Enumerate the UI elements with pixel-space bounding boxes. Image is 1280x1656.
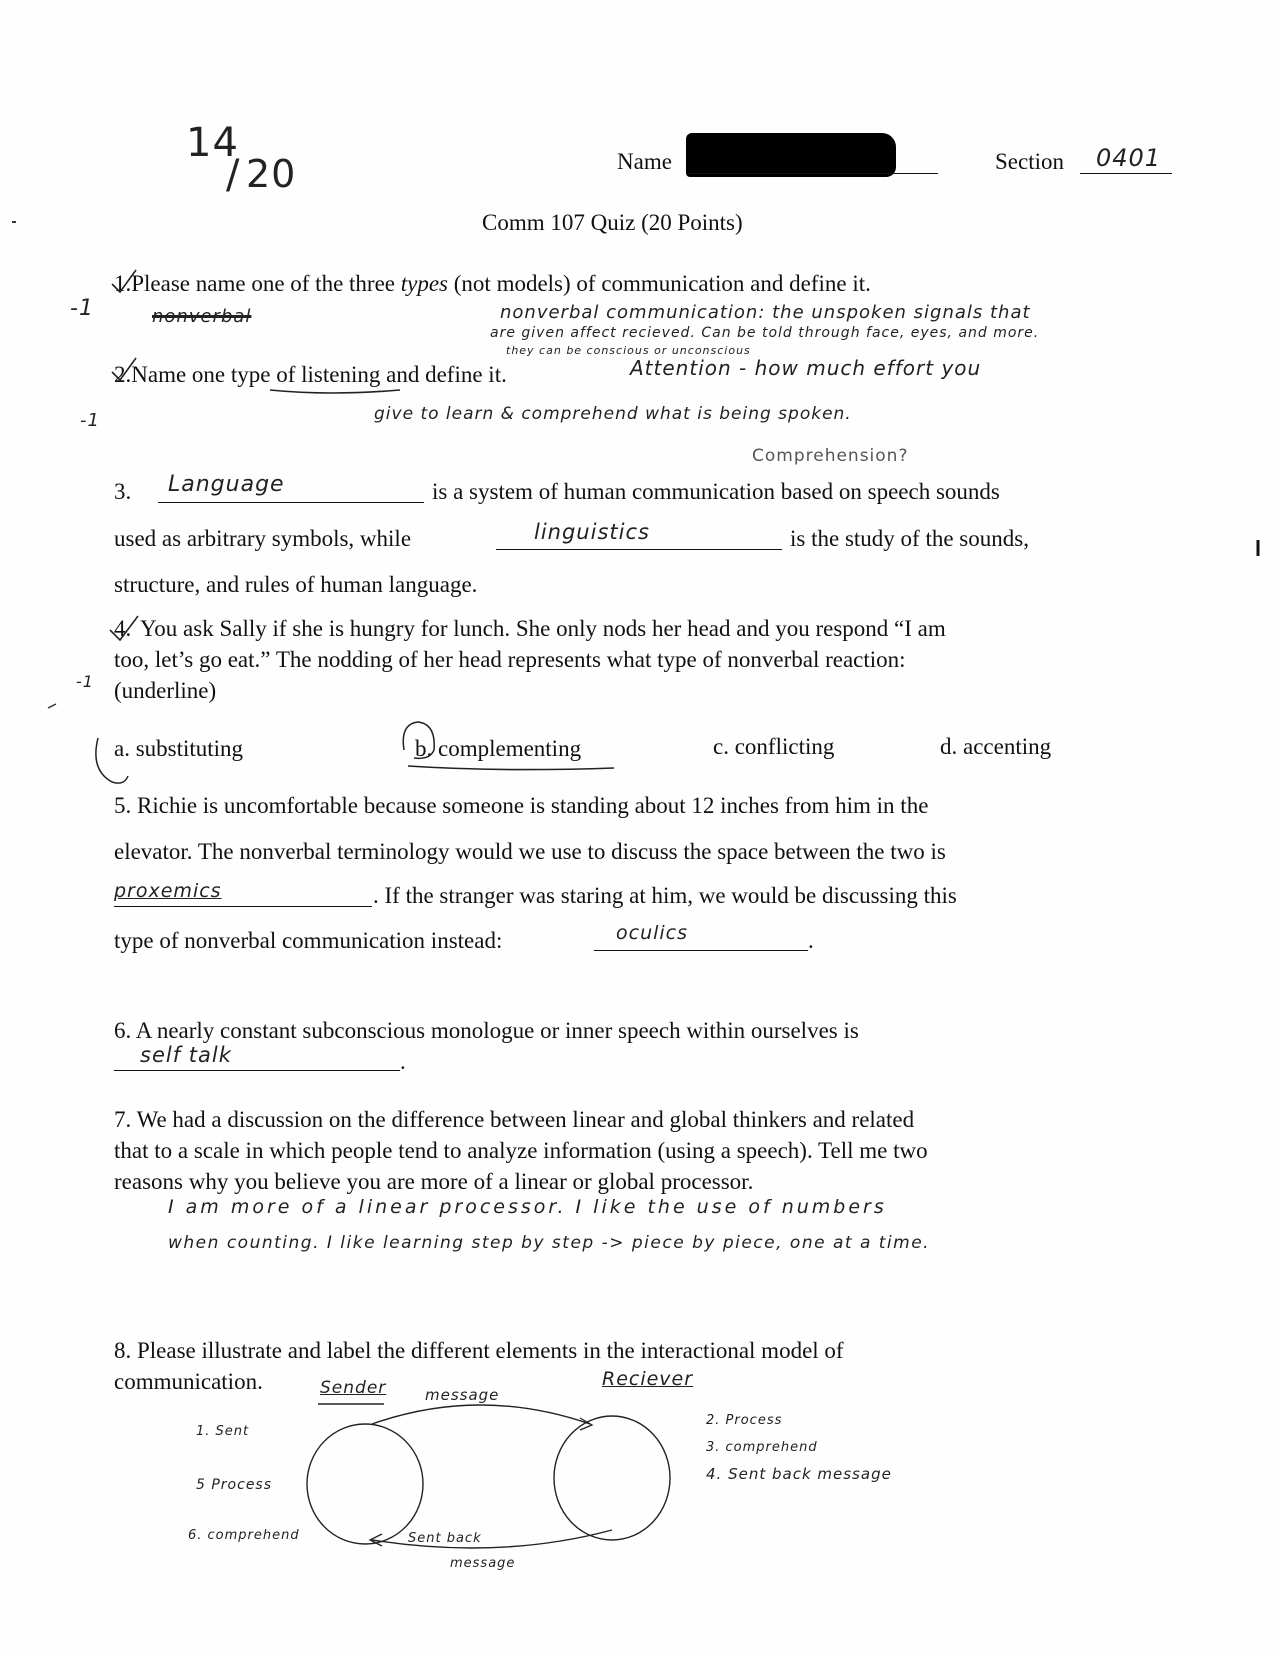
- q4-mark: -1: [76, 672, 94, 691]
- diagram-sent-back: Sent back: [408, 1531, 482, 1546]
- q2-underline: [270, 390, 400, 393]
- q4-number: 4.: [114, 616, 132, 641]
- diagram-step5: 5 Process: [196, 1477, 273, 1493]
- q5-blank1-answer: proxemics: [114, 880, 222, 902]
- name-label: Name: [617, 149, 672, 174]
- q1-answer-line3: they can be conscious or unconscious: [506, 344, 751, 357]
- score-slash: /: [226, 152, 241, 198]
- q2-number: 2.: [114, 362, 132, 387]
- q3-blank1-answer: Language: [168, 472, 285, 497]
- q3-line2b: is the study of the sounds,: [790, 526, 1029, 551]
- q4-option-a-circle: [96, 738, 128, 783]
- quiz-title: Comm 107 Quiz (20 Points): [482, 210, 743, 235]
- q4-line2: too, let’s go eat.” The nodding of her head represents what type of nonverbal reaction:: [114, 647, 906, 672]
- q1-mark: -1: [70, 296, 94, 321]
- q2-text-underlined: type of listening: [230, 362, 381, 387]
- diagram-step1: 1. Sent: [196, 1424, 250, 1439]
- q6-blank-answer: self talk: [140, 1043, 232, 1067]
- q3-blank2-answer: linguistics: [534, 520, 650, 544]
- diagram-receiver-label: Reciever: [602, 1368, 694, 1390]
- q3-line3: structure, and rules of human language.: [114, 572, 478, 597]
- q1-answer-line1: nonverbal communication: the unspoken signals that: [500, 302, 1031, 323]
- q4-option-c: c. conflicting: [713, 734, 835, 759]
- diagram-step3: 3. comprehend: [706, 1440, 818, 1455]
- score-numerator: 14: [186, 120, 239, 166]
- score-denominator: 20: [246, 152, 297, 196]
- q7-answer-line2: when counting. I like learning step by step -> piece by piece, one at a time.: [168, 1233, 931, 1253]
- q6-line1: 6. A nearly constant subconscious monologue or inner speech within ourselves is: [114, 1018, 859, 1043]
- section-value: 0401: [1096, 144, 1162, 172]
- diagram-message-arrow: [372, 1405, 590, 1424]
- q1-number: 1.: [114, 271, 132, 296]
- q8-line2: communication.: [114, 1369, 263, 1394]
- q4-option-a: a. substituting: [114, 736, 244, 761]
- q4-option-d: d. accenting: [940, 734, 1052, 759]
- q2-answer-line2: give to learn & comprehend what is being spoken.: [374, 404, 852, 424]
- q2-check-mark: [112, 358, 136, 380]
- q5-line2: elevator. The nonverbal terminology would we use to discuss the space between the two is: [114, 839, 946, 864]
- q2-text-pre: Name one: [131, 362, 231, 387]
- q1-scribble: nonverbal: [152, 306, 252, 327]
- q5-period: .: [808, 928, 814, 953]
- q7-answer-line1: I am more of a linear processor. I like the use of numbers: [168, 1196, 887, 1218]
- q1-text-after: (not models) of communication and define it.: [448, 271, 871, 296]
- q8-line1: 8. Please illustrate and label the different elements in the interactional model of: [114, 1338, 844, 1363]
- diagram-step4: 4. Sent back message: [706, 1465, 892, 1483]
- q1-text-em: types: [400, 271, 449, 296]
- q6-period: .: [400, 1049, 406, 1074]
- q4-line1: You ask Sally if she is hungry for lunch. She only nods her head and you respond “I am: [140, 616, 946, 641]
- q5-line4: type of nonverbal communication instead:: [114, 928, 503, 953]
- q3-line2a: used as arbitrary symbols, while: [114, 526, 412, 551]
- diagram-sender-label: Sender: [320, 1378, 387, 1398]
- diagram-sentback-arrow: [372, 1530, 612, 1548]
- q2-answer-line1: Attention - how much effort you: [630, 356, 982, 380]
- diagram-sent-back-2: message: [450, 1556, 516, 1571]
- diagram-message-label: message: [425, 1386, 500, 1404]
- q2-text-post: and define it.: [380, 362, 507, 387]
- q4-option-b-underline: [408, 766, 614, 770]
- q1-answer-line2: are given affect recieved. Can be told through face, eyes, and more.: [490, 325, 1040, 341]
- diagram-step6: 6. comprehend: [188, 1528, 300, 1543]
- q2-answer-line3: Comprehension?: [752, 446, 909, 466]
- q5-blank2-answer: oculics: [616, 922, 689, 944]
- diagram-step2: 2. Process: [706, 1413, 783, 1428]
- q1-check-mark: [112, 270, 136, 292]
- q5-line1: 5. Richie is uncomfortable because someone is standing about 12 inches from him in the: [114, 793, 929, 818]
- q3-number: 3.: [114, 479, 132, 504]
- q4-option-b-circle: [403, 722, 434, 758]
- q2-mark: -1: [80, 410, 100, 431]
- diagram-receiver-ellipse: [554, 1416, 670, 1540]
- q7-line1: 7. We had a discussion on the difference between linear and global thinkers and related: [114, 1107, 915, 1132]
- section-label: Section: [995, 149, 1064, 174]
- q5-line3: . If the stranger was staring at him, we would be discussing this: [373, 883, 957, 908]
- q4-option-b: b. complementing: [415, 736, 582, 761]
- q4-line3: (underline): [114, 678, 217, 703]
- q4-check-mark: [110, 616, 138, 640]
- q1-text-before: Please name one of the three: [131, 271, 401, 296]
- diagram-sender-ellipse: [307, 1424, 423, 1544]
- q3-line1: is a system of human communication based on speech sounds: [432, 479, 1000, 504]
- q7-line3: reasons why you believe you are more of a linear or global processor.: [114, 1169, 754, 1194]
- q7-line2: that to a scale in which people tend to analyze information (using a speech). Tell me two: [114, 1138, 928, 1163]
